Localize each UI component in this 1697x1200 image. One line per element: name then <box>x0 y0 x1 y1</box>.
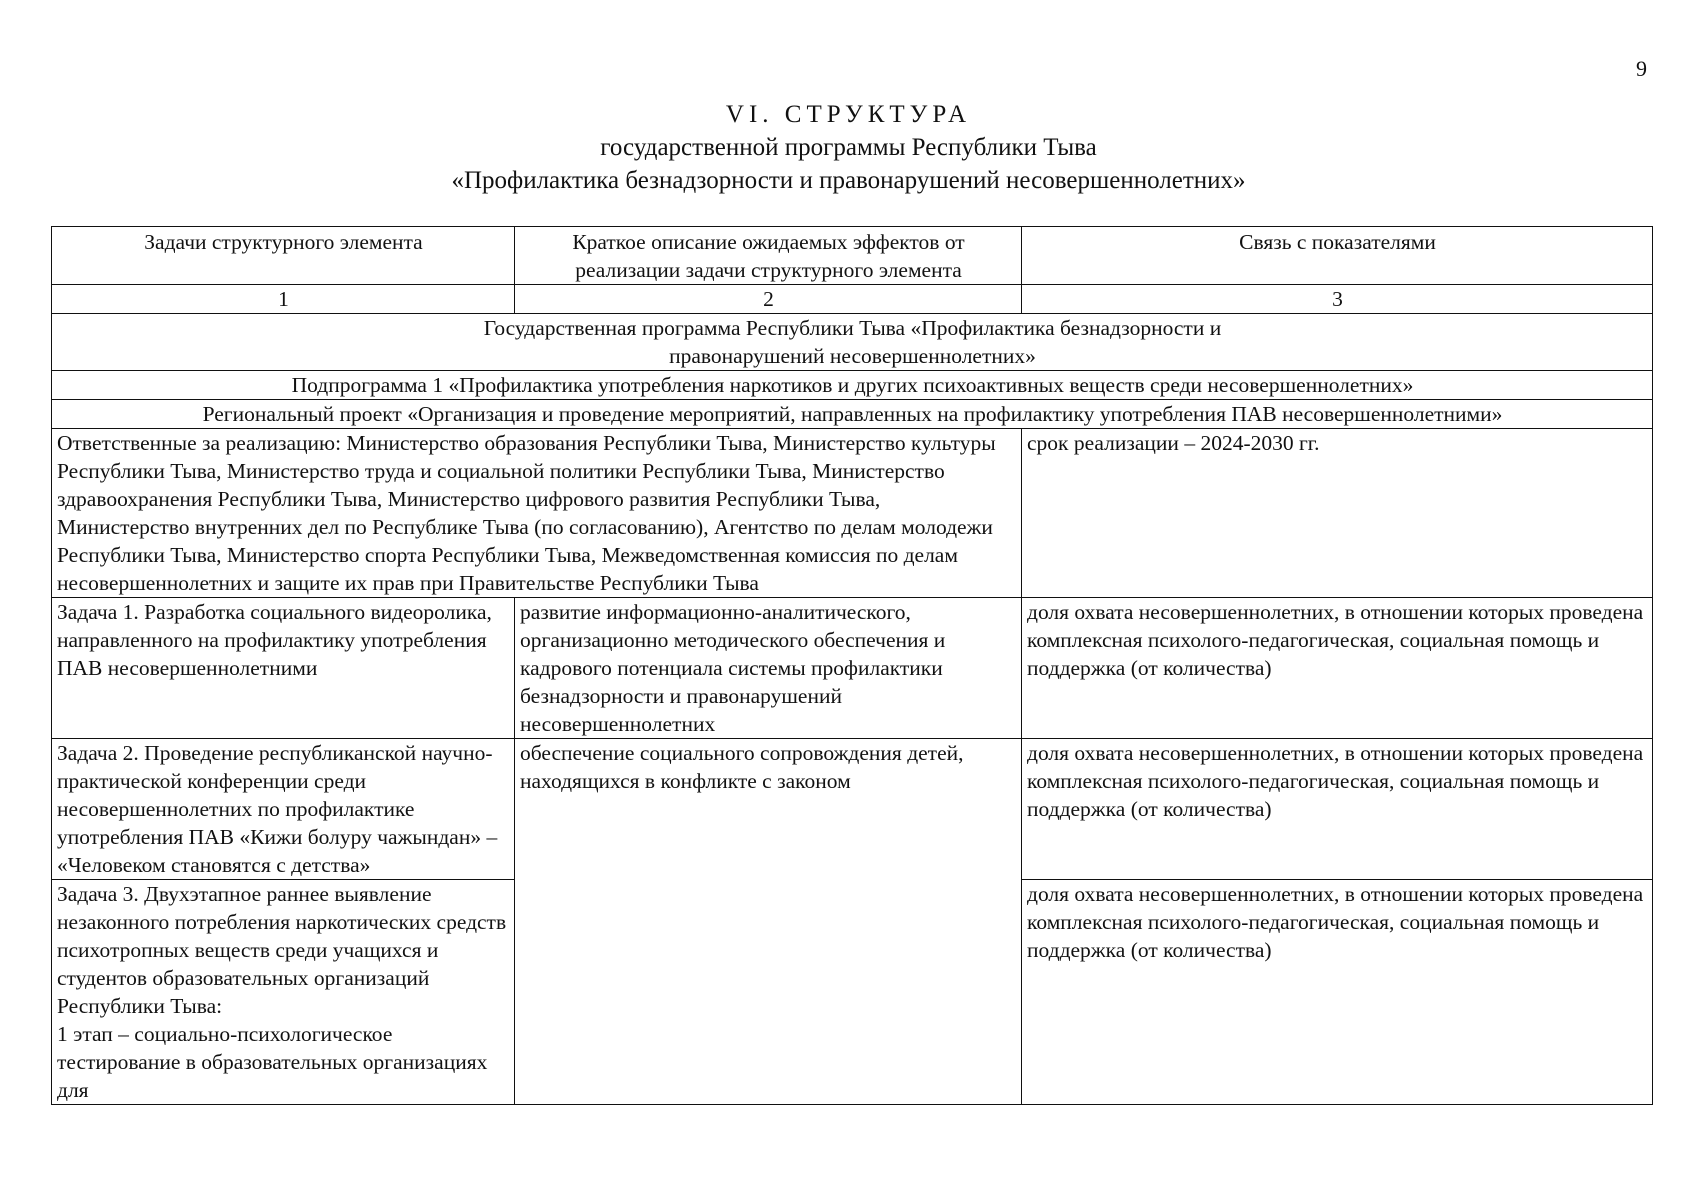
task-2-indicator-cell: доля охвата несовершеннолетних, в отношении которых проведена комплексная психолого-педагогическая, социальная помощь и поддержка (от количества) <box>1022 739 1653 880</box>
regional-project-row <box>52 400 1653 429</box>
header-indicators: Связь с показателями <box>1022 227 1653 285</box>
task-1-effect-cell: развитие информационно-аналитического, организационно методического обеспечения и кадрового потенциала системы профилактики безнадзорности и правонарушений несовершеннолетних <box>515 598 1022 739</box>
section-heading: VI. СТРУКТУРА <box>725 101 972 128</box>
implementation-term-cell: срок реализации – 2024-2030 гг. <box>1022 429 1653 598</box>
task-1-cell: Задача 1. Разработка социального видеоролика, направленного на профилактику употребления ПАВ несовершеннолетними <box>52 598 515 739</box>
program-row <box>52 314 1653 371</box>
subprogram-cell: Подпрограмма 1 «Профилактика употребления наркотиков и других психоактивных веществ среди несовершеннолетних» <box>52 371 1653 400</box>
table-row <box>52 598 1653 739</box>
program-line-1: Государственная программа Республики Тыва «Профилактика безнадзорности и <box>483 316 1222 340</box>
subprogram-row <box>52 371 1653 400</box>
task-3-text: Задача 3. Двухэтапное раннее выявление незаконного потребления наркотических средств психотропных веществ среди учащихся и студентов образовательных организаций Республики Тыва: <box>57 882 507 1018</box>
header-tasks: Задачи структурного элемента <box>52 227 515 285</box>
responsible-row <box>52 429 1653 598</box>
program-line-2: правонарушений несовершеннолетних» <box>669 344 1036 368</box>
table-header-row <box>52 227 1653 285</box>
task-2-cell: Задача 2. Проведение республиканской научно-практической конференции среди несовершеннолетних по профилактике употребления ПАВ «Кижи болуру чажындан» – «Человеком становятся с детства» <box>52 739 515 880</box>
page-number: 9 <box>1636 56 1647 81</box>
document-title <box>0 98 1697 197</box>
header-effects: Краткое описание ожидаемых эффектов от реализации задачи структурного элемента <box>515 227 1022 285</box>
task-2-3-effect-cell: обеспечение социального сопровождения детей, находящихся в конфликте с законом <box>515 739 1022 1105</box>
column-number-row <box>52 285 1653 314</box>
table-row <box>52 739 1653 880</box>
regional-project-cell: Региональный проект «Организация и проведение мероприятий, направленных на профилактику употребления ПАВ несовершеннолетними» <box>52 400 1653 429</box>
title-line-3: «Профилактика безнадзорности и правонарушений несовершеннолетних» <box>451 167 1246 194</box>
task-3-indicator-cell: доля охвата несовершеннолетних, в отношении которых проведена комплексная психолого-педагогическая, социальная помощь и поддержка (от количества) <box>1022 880 1653 1105</box>
structure-table <box>51 226 1653 1105</box>
column-number: 3 <box>1022 285 1653 314</box>
title-line-2: государственной программы Республики Тыва <box>600 134 1097 161</box>
task-3-stage-1: 1 этап – социально-психологическое тестирование в образовательных организациях для <box>57 1022 488 1102</box>
task-1-indicator-cell: доля охвата несовершеннолетних, в отношении которых проведена комплексная психолого-педагогическая, социальная помощь и поддержка (от количества) <box>1022 598 1653 739</box>
responsible-cell: Ответственные за реализацию: Министерство образования Республики Тыва, Министерство культуры Республики Тыва, Министерство труда и социальной политики Республики Тыва, Министерство здравоохранения Республики Тыва, Министерство цифрового развития Республики Тыва, Министерство внутренних дел по Республике Тыва (по согласованию), Агентство по делам молодежи Республики Тыва, Министерство спорта Республики Тыва, Межведомственная комиссия по делам несовершеннолетних и защите их прав при Правительстве Республики Тыва <box>52 429 1022 598</box>
program-cell <box>52 314 1653 371</box>
task-3-cell <box>52 880 515 1105</box>
column-number: 2 <box>515 285 1022 314</box>
column-number: 1 <box>52 285 515 314</box>
